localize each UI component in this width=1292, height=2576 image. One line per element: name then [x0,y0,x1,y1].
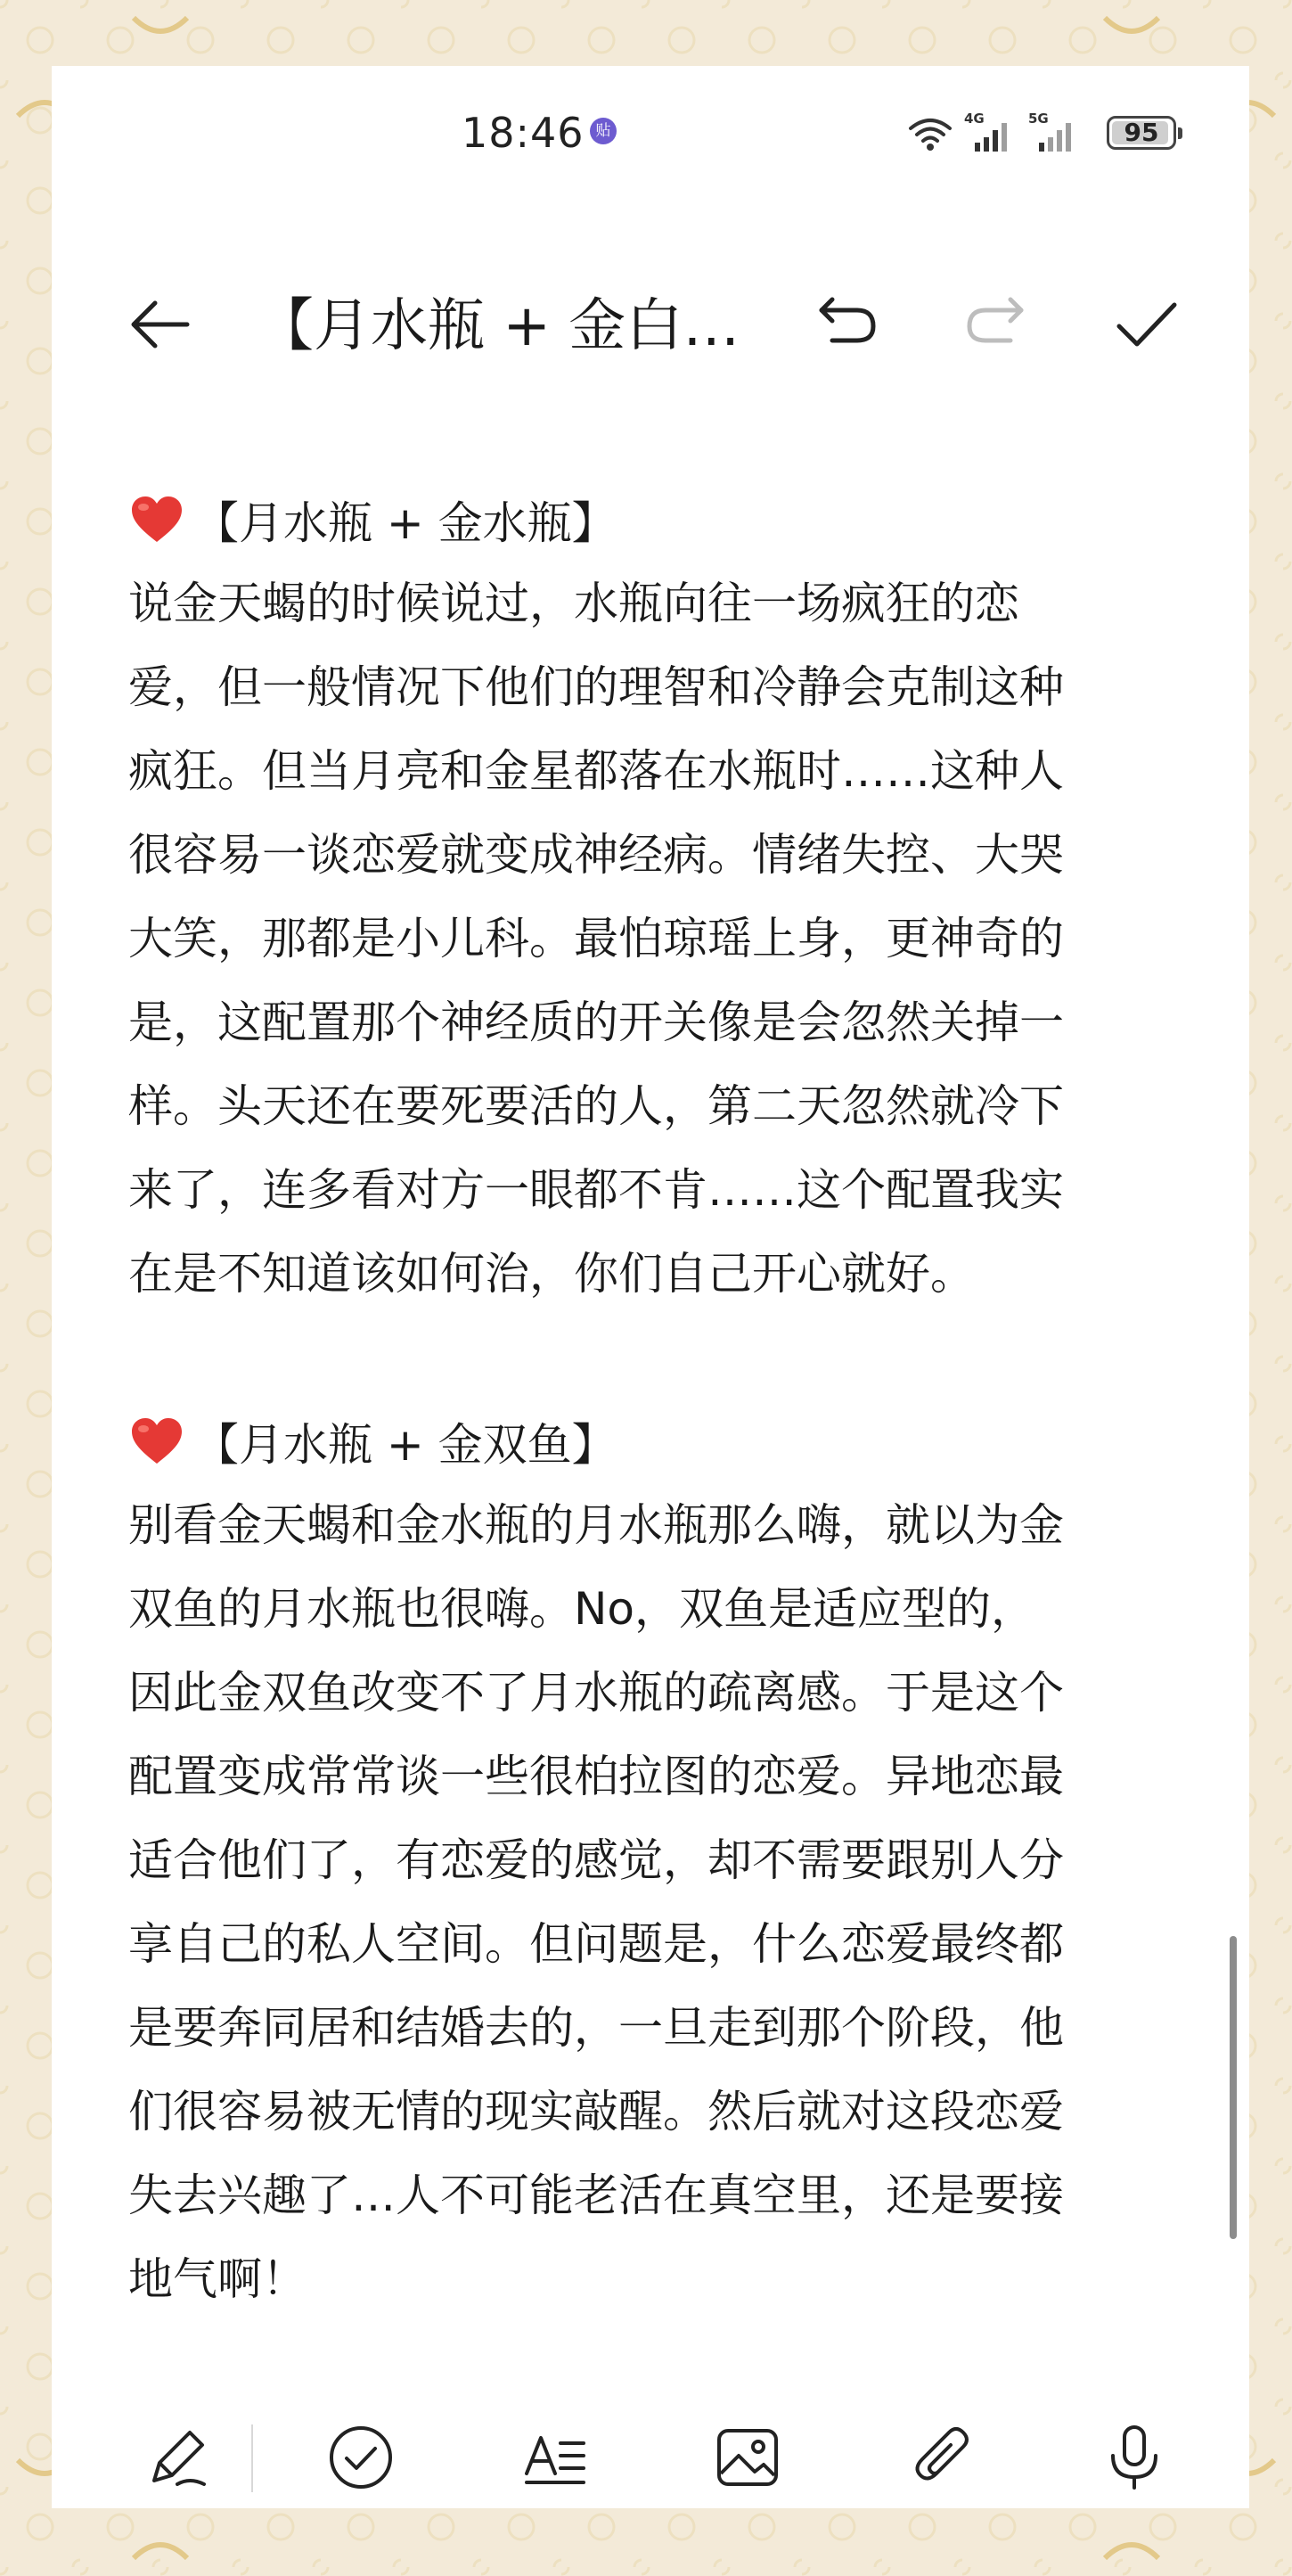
section-body [128,562,1233,1316]
vertical-scrollbar[interactable] [1230,1936,1237,2239]
heart-icon [128,494,185,546]
text-line: 很容易一谈恋爱就变成神经病。情绪失控、大哭 [128,829,1064,881]
section-heading-text: 【月水瓶 + 金水瓶】 [194,497,617,549]
signal-5g-label: 5G [1028,111,1049,127]
text-line: 来了，连多看对方一眼都不肯……这个配置我实 [128,1164,1064,1216]
text-line: 样。头天还在要死要活的人，第二天忽然就冷下 [128,1080,1064,1132]
wifi-icon [907,116,953,152]
text-line: 别看金天蝎和金水瓶的月水瓶那么嗨，就以为金 [128,1499,1064,1551]
undo-button[interactable] [809,289,880,360]
arrow-left-icon [123,289,194,360]
heart-icon [128,1415,185,1467]
undo-icon [809,289,880,360]
text-line: 在是不知道该如何治，你们自己开心就好。 [128,1248,975,1300]
text-line: 地气啊！ [128,2253,307,2305]
text-line: 配置变成常常谈一些很柏拉图的恋爱。异地恋最 [128,1751,1064,1802]
note-section-2 [128,1399,1233,2321]
pen-icon [142,2422,213,2493]
bottom-toolbar [52,2401,1249,2508]
battery-indicator [1107,116,1176,150]
text-line: 失去兴趣了…人不可能老活在真空里，还是要接 [128,2170,1064,2221]
note-title[interactable]: 【月水瓶 + 金白… [257,293,740,359]
check-icon [1110,289,1182,360]
checklist-button[interactable] [321,2417,401,2498]
back-button[interactable] [123,289,194,360]
text-line: 是，这配置那个神经质的开关像是会忽然关掉一 [128,997,1064,1048]
voice-input-button[interactable] [1094,2417,1174,2498]
blank-line [128,1316,1233,1399]
text-line: 大笑，那都是小儿科。最怕琼瑶上身，更神奇的 [128,913,1064,964]
microphone-icon [1099,2422,1170,2493]
toolbar-divider [251,2424,253,2492]
text-line: 疯狂。但当月亮和金星都落在水瓶时……这种人 [128,745,1064,797]
signal-5g-icon [1028,111,1082,155]
signal-4g-label: 4G [964,111,985,127]
section-heading-text: 【月水瓶 + 金双鱼】 [194,1419,617,1471]
note-section-1 [128,478,1233,1316]
signal-4g-icon [964,111,1018,155]
insert-image-button[interactable] [707,2417,788,2498]
text-line: 们很容易被无情的现实敲醒。然后就对这段恋爱 [128,2086,1064,2137]
battery-cap [1178,127,1182,139]
note-toolbar [52,271,1249,369]
note-body[interactable] [128,478,1233,2321]
note-badge-icon: 贴 [590,118,617,144]
text-line: 双鱼的月水瓶也很嗨。No，双鱼是适应型的， [128,1583,1035,1635]
note-card [52,66,1249,2508]
redo-button[interactable] [962,289,1034,360]
handwriting-button[interactable] [137,2417,217,2498]
status-time: 18:46 [462,109,585,157]
text-line: 享自己的私人空间。但问题是，什么恋爱最终都 [128,1918,1064,1970]
section-body [128,1483,1233,2321]
image-icon [712,2422,783,2493]
section-heading [128,478,1233,562]
text-format-icon [519,2422,591,2493]
text-line: 爱，但一般情况下他们的理智和冷静会克制这种 [128,661,1064,713]
text-line: 因此金双鱼改变不了月水瓶的疏离感。于是这个 [128,1667,1064,1719]
checklist-icon [325,2422,397,2493]
redo-icon [962,289,1034,360]
section-heading [128,1399,1233,1483]
status-bar [52,66,1249,200]
battery-percent: 95 [1124,118,1159,147]
confirm-button[interactable] [1110,289,1182,360]
text-line: 说金天蝎的时候说过，水瓶向往一场疯狂的恋 [128,578,1019,629]
text-format-button[interactable] [515,2417,595,2498]
attachment-icon [906,2422,977,2493]
text-line: 适合他们了，有恋爱的感觉，却不需要跟别人分 [128,1834,1064,1886]
attachment-button[interactable] [902,2417,982,2498]
text-line: 是要奔同居和结婚去的，一旦走到那个阶段，他 [128,2002,1064,2054]
